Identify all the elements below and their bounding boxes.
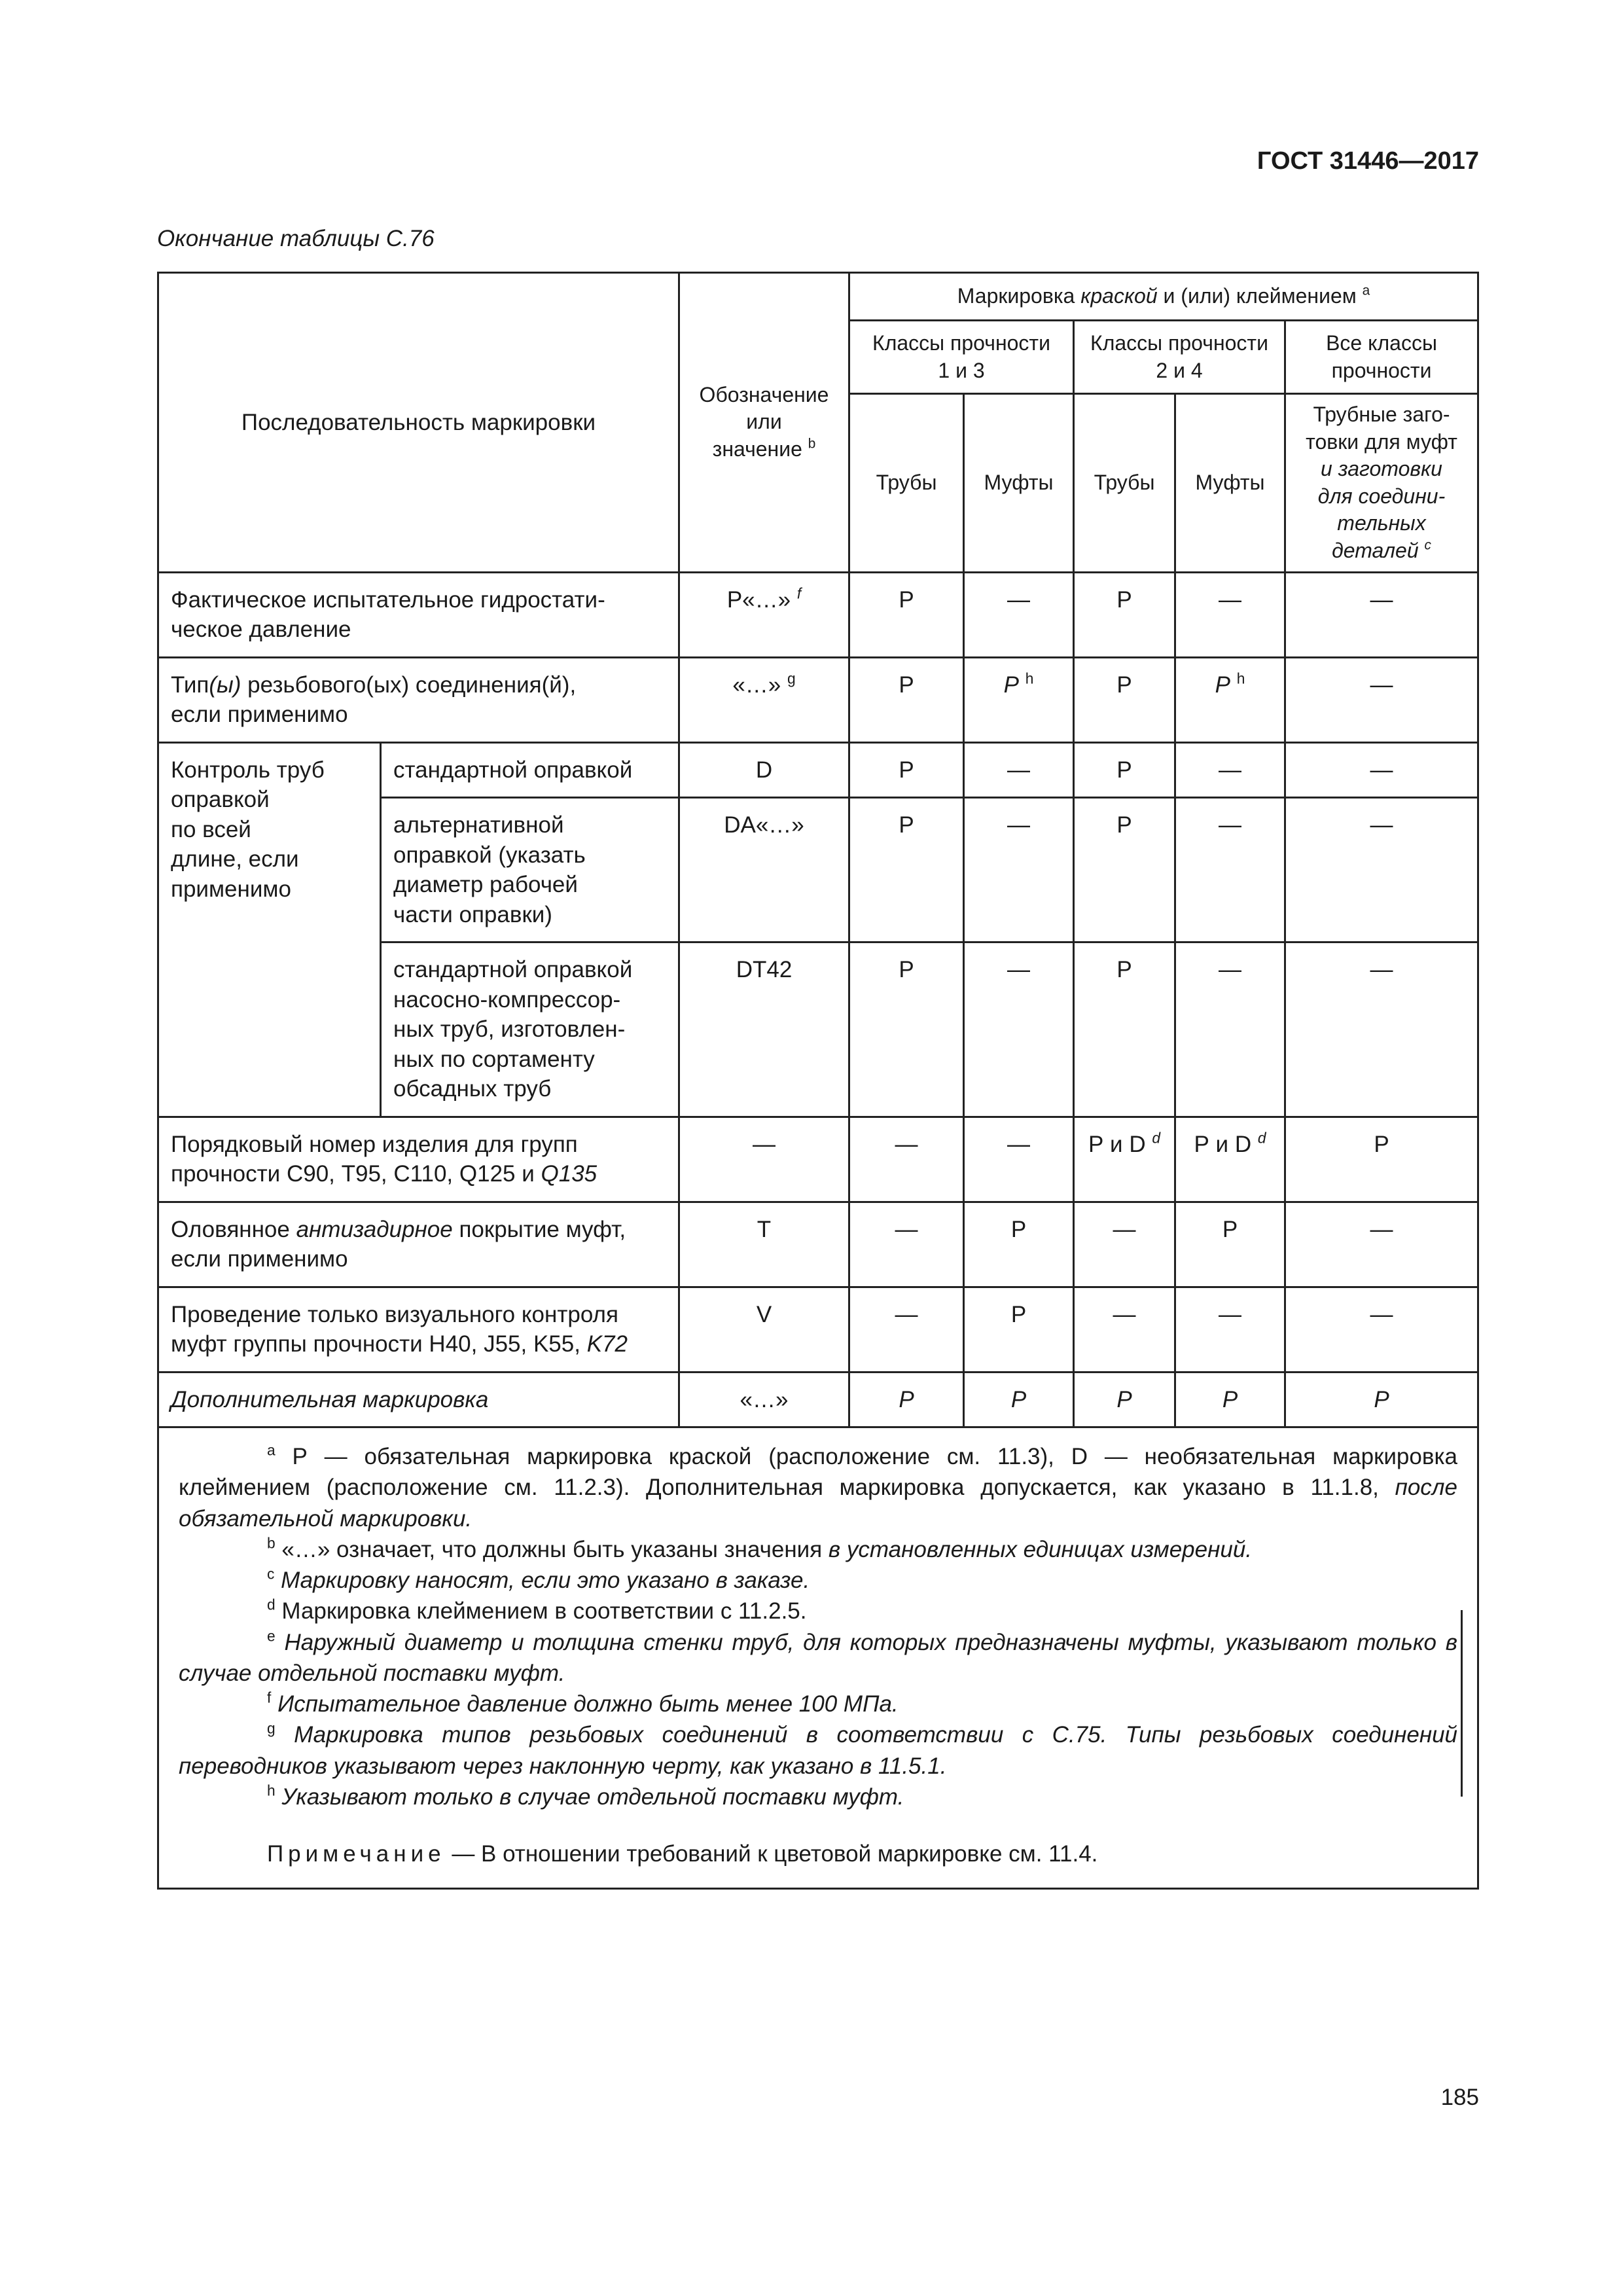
cell: — bbox=[1074, 1287, 1175, 1372]
footnote-f: $^f$ Испытательное давление должно быть менее 100 МПа. bbox=[267, 1689, 899, 1717]
row-code: DT42 bbox=[679, 942, 849, 1117]
row-sublabel: стандартной оправкой насосно-компрессор- ных труб, изготовлен- ных по сортаменту обсадных труб bbox=[381, 942, 679, 1117]
cell: Р bbox=[1074, 742, 1175, 798]
row-sublabel: альтернативной оправкой (указать диаметр рабочей части оправки) bbox=[381, 798, 679, 942]
footnote-d: $^d$ Маркировка клеймением в соответствии с 11.2.5. bbox=[267, 1596, 807, 1624]
footnote-c: $^c$ Маркировку наносят, если это указано в заказе. bbox=[267, 1565, 810, 1594]
footnote-b: $^b$ «…» означает, что должны быть указаны значения в установленных единицах измерений. bbox=[267, 1534, 1253, 1562]
cell: — bbox=[1285, 798, 1478, 942]
header-pipes-1-3: Трубы bbox=[849, 394, 964, 573]
row-group-label: Контроль труб оправкой по всей длине, если применимо bbox=[158, 742, 381, 1117]
row-label: Оловянное антизадирное покрытие муфт, если применимо bbox=[158, 1202, 679, 1287]
header-all-classes: Все классы прочности bbox=[1285, 321, 1478, 394]
cell: Р bbox=[964, 1287, 1074, 1372]
row-code: D bbox=[679, 742, 849, 798]
cell: — bbox=[964, 942, 1074, 1117]
cell: Р bbox=[849, 742, 964, 798]
footnote-e: $^e$ Наружный диаметр и толщина стенки труб, для которых предназначены муфты, указывают только в случае отдельной поставки муфт. bbox=[179, 1626, 1458, 1686]
cell: Р bbox=[1074, 1372, 1175, 1427]
table-row bbox=[158, 1287, 1478, 1372]
cell: — bbox=[964, 742, 1074, 798]
row-code: «…» bbox=[679, 1372, 849, 1427]
document-id: ГОСТ 31446—2017 bbox=[1257, 147, 1479, 175]
footnote-h: $^h$ Указывают только в случае отдельной поставки муфт. bbox=[267, 1782, 904, 1810]
cell: — bbox=[1285, 942, 1478, 1117]
table-row bbox=[158, 1202, 1478, 1287]
footnote-g: $^g$ Маркировка типов резьбовых соединений в соответствии с С.75. Типы резьбовых соединений переводников указывают через наклонную черту, как указано в 11.5.1. bbox=[179, 1719, 1458, 1779]
footnote-a: $^a$ Р — обязательная маркировка краской (расположение см. 11.3), D — необязательная маркировка клеймением (расположение см. 11.2.3). Дополнительная маркировка допускается, как указано в 11.1.8, после обязательной маркировки. bbox=[179, 1441, 1458, 1532]
header-class-1-3: Классы прочности 1 и 3 bbox=[849, 321, 1074, 394]
row-code: V bbox=[679, 1287, 849, 1372]
header-sequence: Последовательность маркировки bbox=[158, 273, 679, 573]
footnotes bbox=[158, 1427, 1478, 1889]
cell: Р bbox=[1074, 798, 1175, 942]
row-label: Порядковый номер изделия для групп прочности С90, Т95, С110, Q125 и Q135 bbox=[158, 1117, 679, 1202]
row-code: DA«…» bbox=[679, 798, 849, 942]
cell: — bbox=[1074, 1202, 1175, 1287]
row-label: Фактическое испытательное гидростати- ческое давление bbox=[158, 572, 679, 657]
header-couplings-2-4: Муфты bbox=[1175, 394, 1285, 573]
row-label: Тип(ы) резьбового(ых) соединения(й), если применимо bbox=[158, 657, 679, 742]
cell: Р bbox=[1074, 657, 1175, 742]
cell: — bbox=[849, 1117, 964, 1202]
cell: Р $^h$ bbox=[964, 657, 1074, 742]
row-code: — bbox=[679, 1117, 849, 1202]
row-code: «…» $^g$ bbox=[679, 657, 849, 742]
cell: — bbox=[1285, 742, 1478, 798]
header-class-2-4: Классы прочности 2 и 4 bbox=[1074, 321, 1285, 394]
page-number: 185 bbox=[1440, 2085, 1479, 2110]
cell: Р и D $^d$ bbox=[1074, 1117, 1175, 1202]
footnotes-row bbox=[158, 1427, 1478, 1889]
cell: Р bbox=[1074, 942, 1175, 1117]
table-note: Примечание — В отношении требований к цветовой маркировке см. 11.4. bbox=[267, 1841, 1098, 1867]
table-row bbox=[158, 657, 1478, 742]
row-sublabel: стандартной оправкой bbox=[381, 742, 679, 798]
header-couplings-1-3: Муфты bbox=[964, 394, 1074, 573]
row-code: Т bbox=[679, 1202, 849, 1287]
table-row bbox=[158, 572, 1478, 657]
row-code: Р«…» $^f$ bbox=[679, 572, 849, 657]
cell: — bbox=[964, 1117, 1074, 1202]
cell: Р bbox=[849, 798, 964, 942]
cell: — bbox=[1285, 1287, 1478, 1372]
cell: Р bbox=[1285, 1372, 1478, 1427]
row-label: Проведение только визуального контроля муфт группы прочности Н40, J55, K55, K72 bbox=[158, 1287, 679, 1372]
cell: — bbox=[1285, 572, 1478, 657]
cell: — bbox=[1175, 1287, 1285, 1372]
table-row bbox=[158, 1117, 1478, 1202]
cell: — bbox=[1285, 657, 1478, 742]
cell: — bbox=[1175, 742, 1285, 798]
cell: Р bbox=[1285, 1117, 1478, 1202]
change-bar bbox=[1461, 1610, 1463, 1797]
header-designation: Обозначение или значение $^b$ bbox=[679, 273, 849, 573]
table-row bbox=[158, 1372, 1478, 1427]
marking-table bbox=[157, 272, 1479, 1890]
header-pipes-2-4: Трубы bbox=[1074, 394, 1175, 573]
table-caption: Окончание таблицы С.76 bbox=[157, 226, 435, 251]
header-marking: Маркировка краской и (или) клеймением $^a$ bbox=[849, 273, 1478, 321]
cell: Р bbox=[1175, 1202, 1285, 1287]
cell: — bbox=[1175, 798, 1285, 942]
cell: Р и D $^d$ bbox=[1175, 1117, 1285, 1202]
cell: Р bbox=[1175, 1372, 1285, 1427]
cell: Р $^h$ bbox=[1175, 657, 1285, 742]
cell: — bbox=[1175, 572, 1285, 657]
row-label: Дополнительная маркировка bbox=[158, 1372, 679, 1427]
cell: Р bbox=[1074, 572, 1175, 657]
cell: — bbox=[964, 798, 1074, 942]
cell: Р bbox=[849, 572, 964, 657]
cell: — bbox=[849, 1202, 964, 1287]
header-blanks: Трубные заго- товки для муфт и заготовки для соедини- тельных деталей $^c$ bbox=[1285, 394, 1478, 573]
cell: Р bbox=[964, 1202, 1074, 1287]
cell: Р bbox=[849, 942, 964, 1117]
cell: Р bbox=[849, 1372, 964, 1427]
cell: — bbox=[849, 1287, 964, 1372]
cell: Р bbox=[849, 657, 964, 742]
cell: — bbox=[1285, 1202, 1478, 1287]
table-row bbox=[158, 742, 1478, 798]
cell: — bbox=[964, 572, 1074, 657]
cell: Р bbox=[964, 1372, 1074, 1427]
cell: — bbox=[1175, 942, 1285, 1117]
